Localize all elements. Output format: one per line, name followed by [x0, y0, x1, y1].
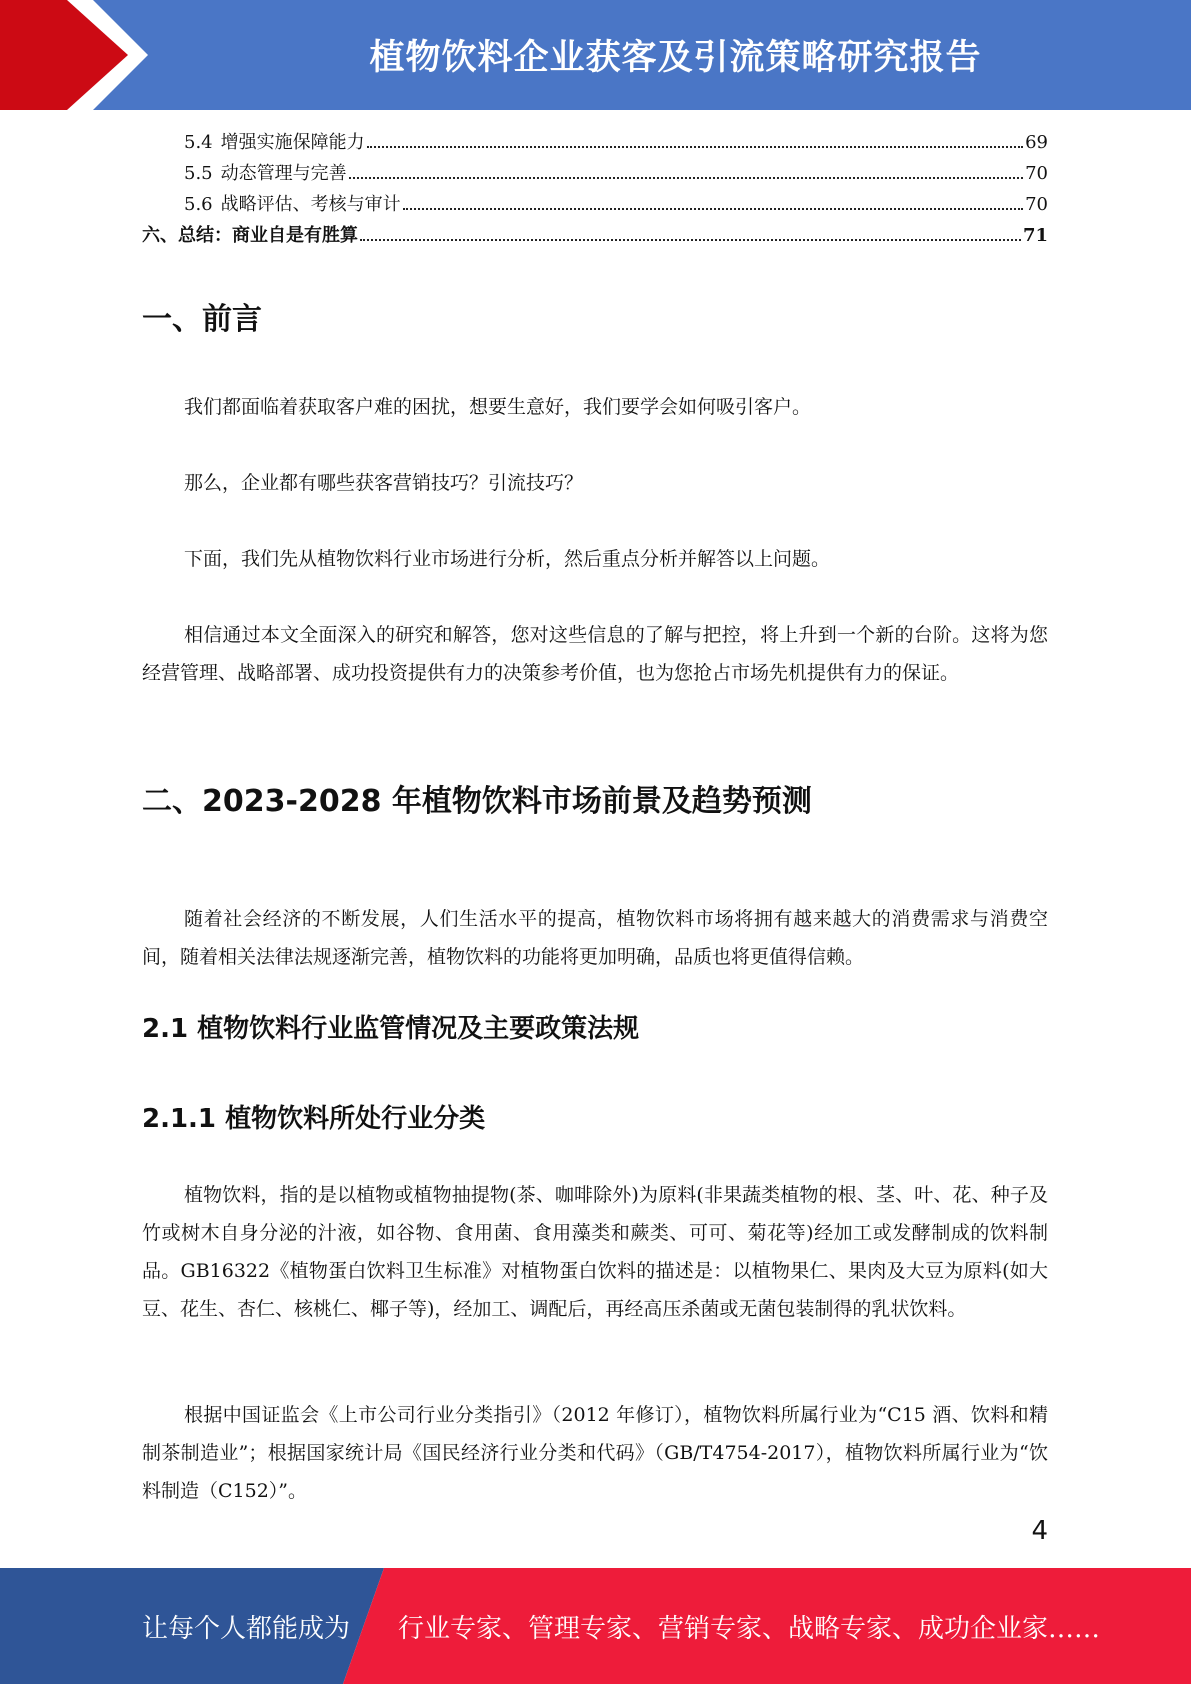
paragraph: 相信通过本文全面深入的研究和解答，您对这些信息的了解与把控，将上升到一个新的台阶。这将为您经营管理、战略部署、成功投资提供有力的决策参考价值，也为您抢占市场先机提供有力的保证。 [142, 624, 1048, 684]
toc-entry-title: 增强实施保障能力 [220, 132, 365, 153]
paragraph: 随着社会经济的不断发展，人们生活水平的提高，植物饮料市场将拥有越来越大的消费需求与消费空间，随着相关法律法规逐渐完善，植物饮料的功能将更加明确，品质也将更值得信赖。 [142, 908, 1048, 968]
toc-leader [349, 177, 1023, 179]
header-banner [0, 0, 1191, 110]
toc-entry-title: 六、总结：商业自是有胜算 [142, 225, 358, 246]
footer-slogan-left: 让每个人都能成为 [142, 1613, 351, 1644]
toc-entry-number: 5.4 [184, 132, 213, 153]
toc-entry[interactable] [142, 128, 1048, 159]
paragraph: 那么，企业都有哪些获客营销技巧？引流技巧？ [184, 472, 584, 494]
toc-leader [360, 239, 1021, 241]
paragraph: 根据中国证监会《上市公司行业分类指引》（2012 年修订），植物饮料所属行业为“C15 酒、饮料和精制茶制造业”；根据国家统计局《国民经济行业分类和代码》（GB/T4754-2017），植物饮料所属行业为“饮料制造（C152）”。 [142, 1404, 1048, 1502]
page-number: 4 [1031, 1516, 1048, 1546]
subsection-heading-regulation: 2.1 植物饮料行业监管情况及主要政策法规 [142, 1014, 640, 1044]
report-title: 植物饮料企业获客及引流策略研究报告 [369, 38, 982, 78]
footer-slogan-right: 行业专家、管理专家、营销专家、战略专家、成功企业家…… [398, 1613, 1101, 1644]
toc-leader [367, 146, 1023, 148]
toc-entry[interactable] [142, 190, 1048, 221]
table-of-contents [142, 128, 1048, 252]
footer-banner [0, 1568, 1191, 1684]
toc-entry-title: 战略评估、考核与审计 [220, 194, 401, 215]
toc-entry-title: 动态管理与完善 [220, 163, 347, 184]
toc-entry-page: 70 [1025, 163, 1048, 184]
toc-entry-page: 69 [1025, 132, 1048, 153]
toc-leader [403, 208, 1023, 210]
toc-entry-page: 70 [1025, 194, 1048, 215]
header-chevron-logo [0, 0, 160, 110]
toc-entry[interactable] [142, 159, 1048, 190]
toc-entry-number: 5.5 [184, 163, 213, 184]
paragraph: 植物饮料，指的是以植物或植物抽提物(茶、咖啡除外)为原料(非果蔬类植物的根、茎、叶、花、种子及竹或树木自身分泌的汁液，如谷物、食用菌、食用藻类和蕨类、可可、菊花等)经加工或发酵制成的饮料制品。GB16322《植物蛋白饮料卫生标准》对植物蛋白饮料的描述是：以植物果仁、果肉及大豆为原料(如大豆、花生、杏仁、核桃仁、椰子等)，经加工、调配后，再经高压杀菌或无菌包装制得的乳状饮料。 [142, 1184, 1048, 1320]
paragraph: 我们都面临着获取客户难的困扰，想要生意好，我们要学会如何吸引客户。 [184, 396, 812, 418]
section-heading-market-outlook: 二、2023-2028 年植物饮料市场前景及趋势预测 [142, 784, 812, 819]
section-heading-preface: 一、前言 [142, 302, 262, 337]
toc-entry[interactable] [142, 221, 1048, 252]
toc-entry-page: 71 [1022, 225, 1048, 246]
subsection-heading-industry-classification: 2.1.1 植物饮料所处行业分类 [142, 1104, 486, 1134]
paragraph: 下面，我们先从植物饮料行业市场进行分析，然后重点分析并解答以上问题。 [184, 548, 831, 570]
toc-entry-number: 5.6 [184, 194, 213, 215]
